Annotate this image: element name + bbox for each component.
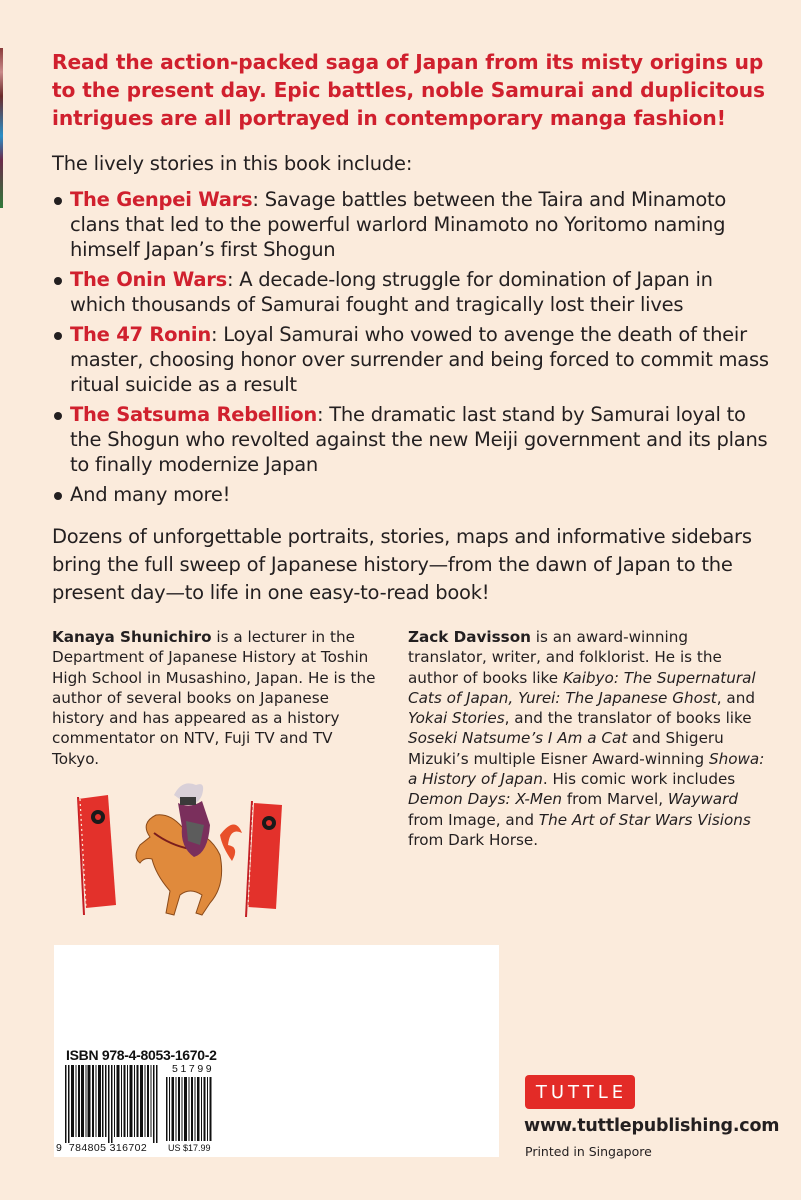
list-item-satsuma-rebellion [52, 402, 772, 477]
ean-group-1: 784805 [68, 1142, 107, 1154]
ean-barcode-icon [65, 1065, 161, 1143]
bio-segment: from Dark Horse. [408, 830, 539, 849]
list-item-title: The Satsuma Rebellion [70, 403, 317, 426]
list-item-onin-wars [52, 267, 772, 317]
bio-segment: is an award-winning translator, writer, and folklorist. He is the author of books like [408, 628, 722, 687]
author-bio [52, 627, 382, 769]
ean-digits [56, 1142, 147, 1154]
bio-segment: , and the translator of books like [504, 709, 752, 728]
list-item-text: : Loyal Samurai who vowed to avenge the death of their master, choosing honor over surrender and being forced to commit mass ritual suicide as a result [70, 323, 769, 396]
list-item-text: : A decade-long struggle for domination of Japan in which thousands of Samurai fought and tragically lost their lives [70, 268, 713, 316]
bullet-icon [54, 492, 62, 500]
price-code: 51799 [172, 1063, 215, 1075]
ean-first-digit: 9 [56, 1142, 63, 1154]
book-title: Kaibyo: The Supernatural Cats of Japan, Yurei: The Japanese Ghost [408, 668, 756, 707]
right-banner-icon [246, 801, 282, 917]
samurai-illustration [70, 775, 290, 920]
author-name: Kanaya Shunichiro [52, 628, 212, 646]
isbn-label: ISBN 978-4-8053-1670-2 [66, 1047, 217, 1063]
bullet-icon [54, 412, 62, 420]
list-item-title: The 47 Ronin [70, 323, 211, 346]
printed-in-text: Printed in Singapore [525, 1144, 652, 1159]
publisher-logo: TUTTLE [525, 1075, 635, 1109]
bio-segment: and Shigeru Mizuki’s multiple Eisner Award-winning [408, 729, 724, 768]
book-title: Demon Days: X-Men [408, 790, 562, 809]
bio-segment: , and [716, 688, 755, 707]
list-item-title: The Genpei Wars [70, 188, 253, 211]
ean-group-2: 316702 [109, 1142, 148, 1154]
book-title: Yokai Stories [408, 709, 505, 728]
intro-blurb: Read the action-packed saga of Japan from its misty origins up to the present day. Epic battles, noble Samurai and duplicitous intrigues are all portrayed in contemporary manga fashion! [52, 50, 765, 130]
bio-segment: from Marvel, [562, 790, 668, 809]
publisher-url[interactable]: www.tuttlepublishing.com [524, 1116, 780, 1136]
left-banner-icon [78, 795, 116, 915]
list-item-47-ronin [52, 322, 772, 397]
bullet-icon [54, 197, 62, 205]
bio-segment: . His comic work includes [542, 770, 736, 789]
book-title: Soseki Natsume’s I Am a Cat [408, 729, 628, 748]
price-barcode-icon [166, 1077, 212, 1141]
closing-paragraph: Dozens of unforgettable portraits, stories, maps and informative sidebars bring the full sweep of Japanese history—from the dawn of Japan to the present day—to life in one easy-to-read book! [52, 525, 752, 604]
list-item-text: : The dramatic last stand by Samurai loyal to the Shogun who revolted against the new Meiji government and its plans to finally modernize Japan [70, 403, 768, 476]
book-title: Wayward [667, 790, 738, 809]
list-item-title: The Onin Wars [70, 268, 227, 291]
price-label: US $17.99 [168, 1143, 211, 1153]
translator-name: Zack Davisson [408, 628, 531, 646]
book-title: The Art of Star Wars Visions [538, 810, 751, 829]
author-bio-text: is a lecturer in the Department of Japanese History at Toshin High School in Musashino, Japan. He is the author of several books on Japanese history and has appeared as a history commentator on NTV, Fuji TV and TV Tokyo. [52, 628, 376, 768]
stories-lead-text: The lively stories in this book include: [52, 152, 413, 175]
barcode-panel [54, 945, 499, 1157]
translator-bio [408, 627, 768, 850]
samurai-horse-banners-icon [70, 775, 290, 920]
stories-list [52, 187, 772, 512]
bullet-icon [54, 277, 62, 285]
list-item-text: : Savage battles between the Taira and Minamoto clans that led to the powerful warlord Minamoto no Yoritomo naming himself Japan’s first Shogun [70, 188, 727, 261]
list-item-text: And many more! [70, 483, 231, 506]
list-item-genpei-wars [52, 187, 772, 262]
book-title: Showa: a History of Japan [408, 749, 765, 789]
spine-edge-strip [0, 48, 3, 208]
bullet-icon [54, 332, 62, 340]
bio-segment: from Image, and [408, 810, 539, 829]
list-item-many-more [52, 482, 772, 507]
